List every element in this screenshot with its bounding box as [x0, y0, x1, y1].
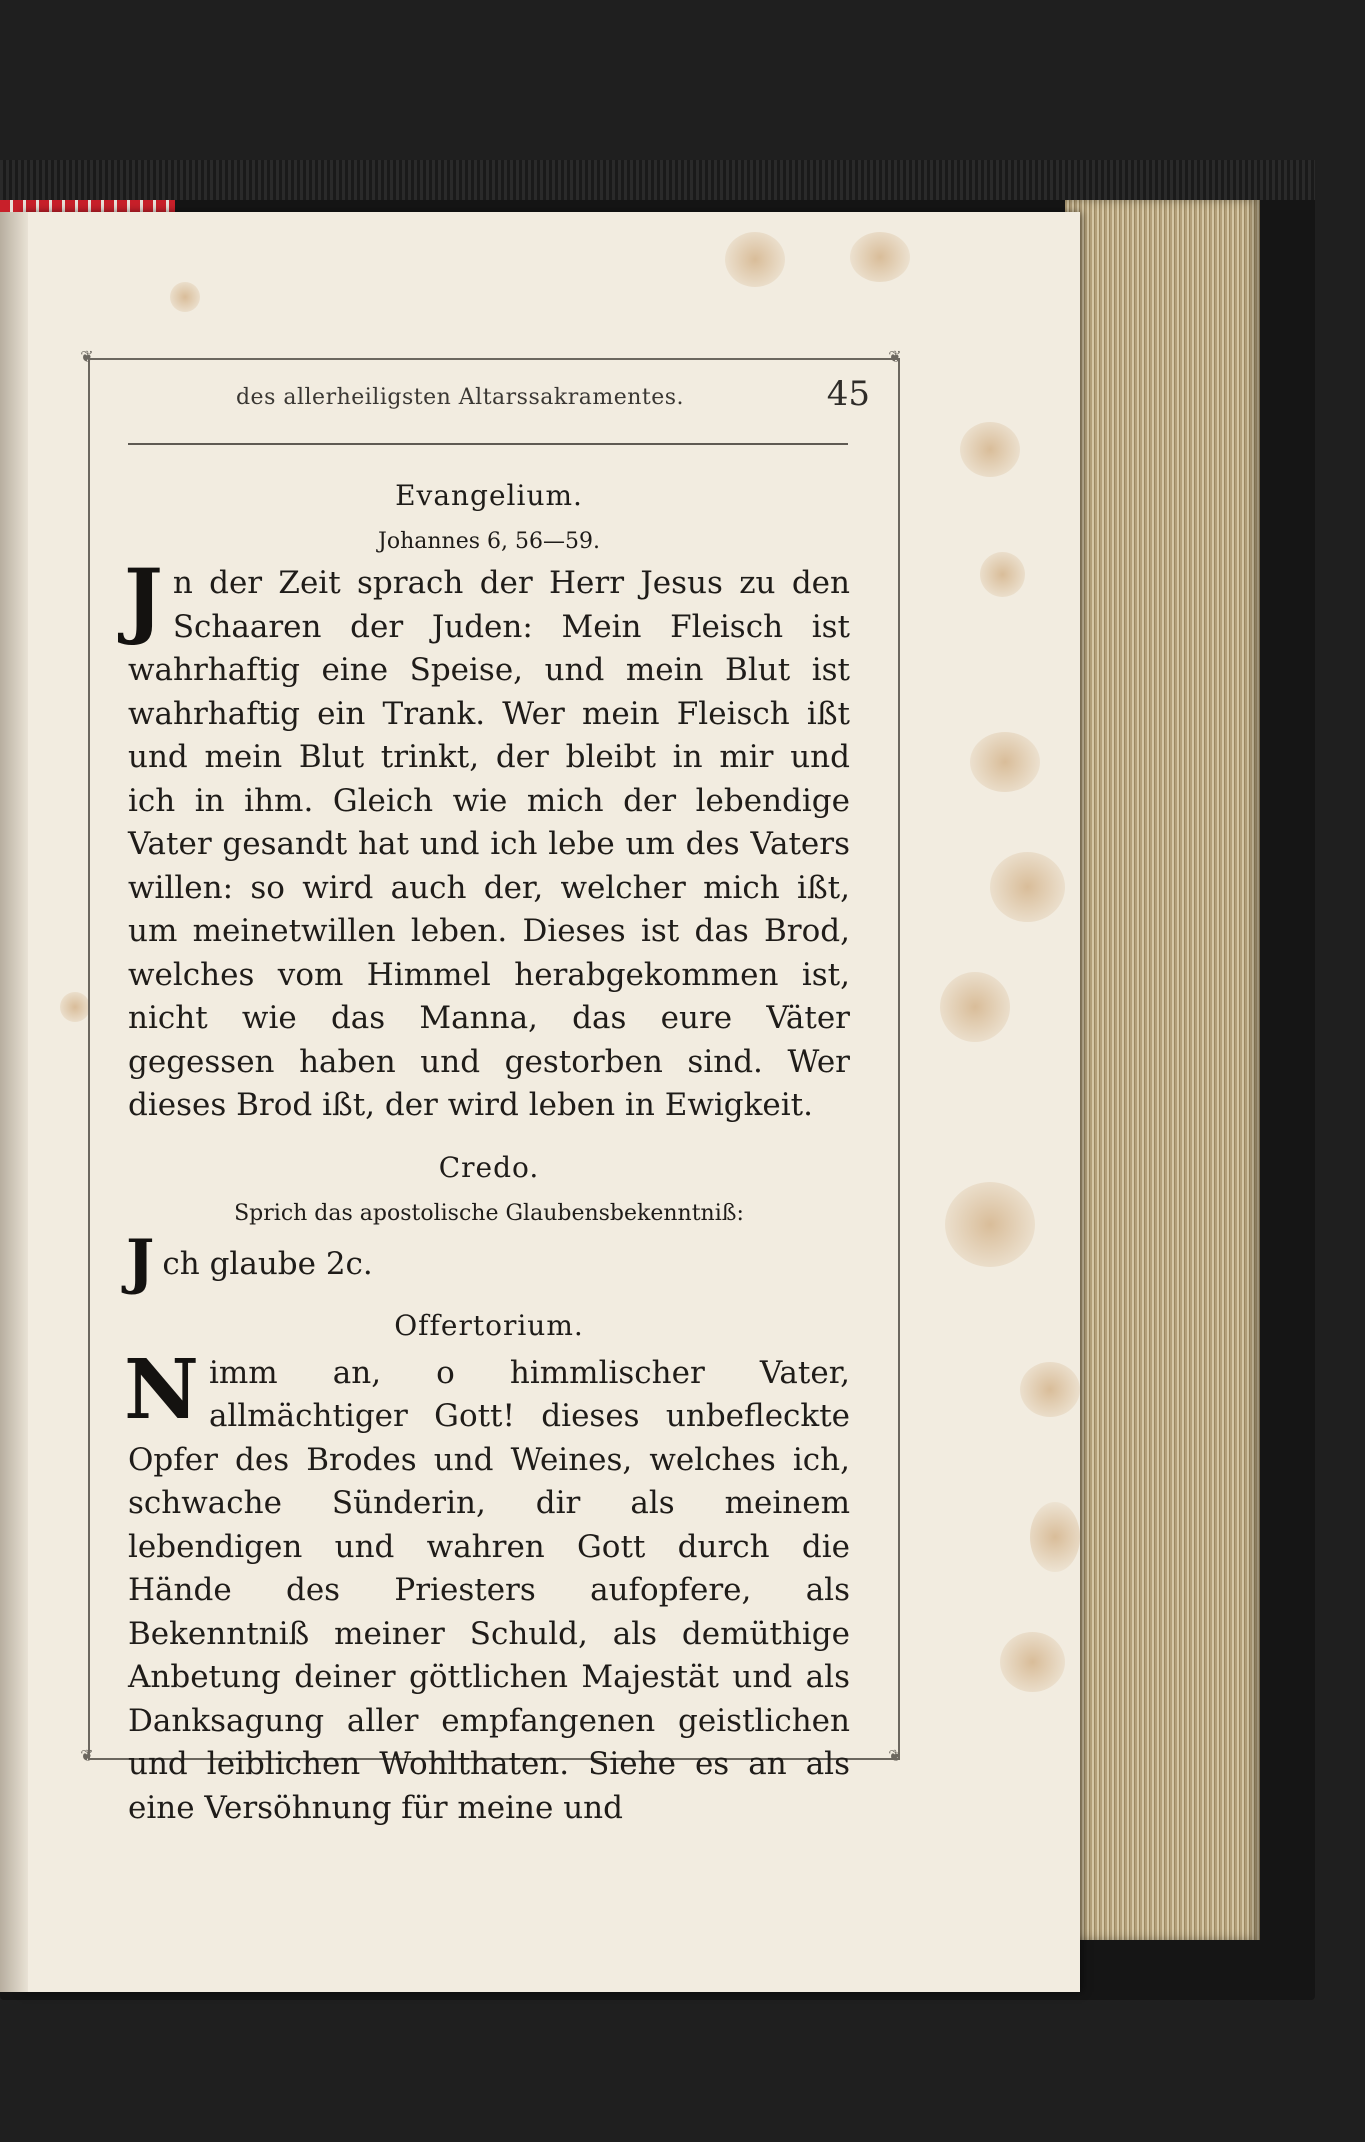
ornament-corner-icon: ❦ [80, 1746, 94, 1765]
credo-heading: Credo. [438, 1150, 540, 1184]
evangelium-text [124, 552, 850, 1128]
evangelium-body: n der Zeit sprach der Herr Jesus zu den Schaaren der Juden: Mein Fleisch ist wahrhaftig eine Speise, und mein Blut ist wahrhaftig ein Trank. Wer mein Fleisch ißt und mein Blut trinkt, der bleibt in mir und ich in ihm. Gleich wie mich der lebendige Vater gesandt hat und ich lebe um des Vaters willen: so wird auch der, welcher mich ißt, um meinetwillen leben. Dieses ist das Brod, welches vom Himmel herabgekommen ist, nicht wie das Manna, das eure Väter gegessen haben und gestorben sind. Wer dieses Brod ißt, der wird leben in Ewigkeit. [128, 565, 850, 1123]
ornament-corner-icon: ❦ [888, 1746, 902, 1765]
foxing-stain [940, 972, 1010, 1042]
page-edges [1065, 200, 1260, 1940]
foxing-stain [970, 732, 1040, 792]
evangelium-heading: Evangelium. [395, 479, 583, 512]
foxing-stain [850, 232, 910, 282]
offertorium-body: imm an, o himmlischer Vater, allmächtiger Gott! dieses unbefleckte Opfer des Brodes und Weines, welches ich, schwache Sünderin, dir als meinem lebendigen und wahren Gott durch die Hände des Priesters aufopfere, als Bekenntniß meiner Schuld, als demüthige Anbetung deiner göttlichen Majestät und als Danksagung aller empfangenen geistlichen und leiblichen Wohlthaten. Siehe es an als eine Versöhnung für meine und [128, 1354, 850, 1826]
foxing-stain [945, 1182, 1035, 1267]
running-head: des allerheiligsten Altarssakramentes. [235, 385, 685, 410]
ornament-corner-icon: ❦ [888, 347, 902, 366]
foxing-stain [980, 552, 1025, 597]
ornament-corner-icon: ❦ [80, 347, 94, 366]
credo-text [126, 1226, 850, 1297]
page-number: 45 [826, 374, 870, 414]
foxing-stain [960, 422, 1020, 477]
offertorium-text [124, 1341, 850, 1831]
foxing-stain [170, 282, 200, 312]
dropcap: J [124, 552, 163, 648]
foxing-stain [1020, 1362, 1080, 1417]
header-rule [128, 443, 848, 445]
credo-instruction: Sprich das apostolische Glaubensbekenntniß: [234, 1200, 744, 1226]
offertorium-heading: Offertorium. [394, 1308, 584, 1342]
page-gutter [0, 212, 28, 1992]
text-block [124, 470, 850, 1830]
cover-cloth-texture [0, 160, 1315, 200]
dropcap: N [124, 1341, 199, 1438]
foxing-stain [1030, 1502, 1080, 1572]
credo-body: ch glaube 2c. [162, 1245, 373, 1282]
foxing-stain [60, 992, 90, 1022]
foxing-stain [725, 232, 785, 287]
dropcap: J [126, 1226, 155, 1297]
foxing-stain [1000, 1632, 1065, 1692]
evangelium-reference: Johannes 6, 56—59. [378, 529, 600, 554]
foxing-stain [990, 852, 1065, 922]
